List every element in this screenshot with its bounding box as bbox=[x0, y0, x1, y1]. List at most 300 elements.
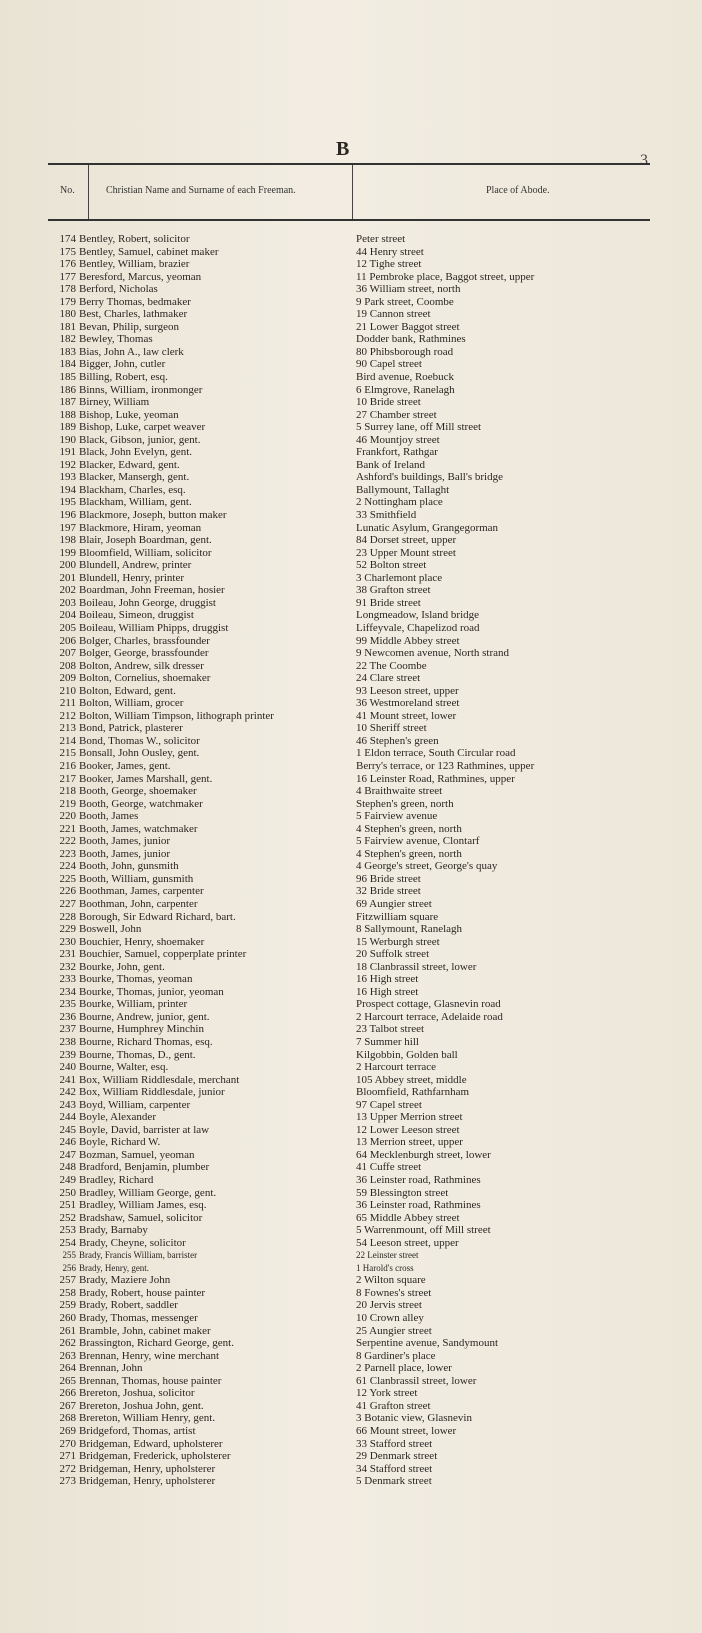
entry-abode: 12 Tighe street bbox=[356, 258, 422, 271]
entry-number: 247 bbox=[59, 1148, 76, 1161]
entry-number: 203 bbox=[59, 596, 76, 609]
entry-number: 264 bbox=[59, 1362, 76, 1375]
entry-name: Bentley, William, brazier bbox=[79, 258, 190, 271]
entry-name: Boyle, Richard W. bbox=[79, 1136, 161, 1149]
list-item bbox=[48, 308, 688, 321]
entry-name: Bentley, Robert, solicitor bbox=[79, 233, 190, 245]
list-item bbox=[48, 1086, 688, 1099]
entry-abode: 32 Bride street bbox=[356, 885, 421, 898]
entry-abode: 5 Fairview avenue bbox=[356, 810, 438, 823]
entry-number: 243 bbox=[59, 1098, 76, 1111]
entry-abode: 4 Stephen's green, north bbox=[356, 822, 462, 835]
entry-number: 198 bbox=[59, 534, 76, 547]
entry-abode: Ashford's buildings, Ball's bridge bbox=[356, 471, 503, 484]
entry-number: 232 bbox=[59, 960, 76, 973]
column-divider bbox=[88, 165, 89, 219]
entry-name: Brady, Henry, gent. bbox=[79, 1262, 150, 1273]
list-item bbox=[48, 936, 688, 949]
entry-number: 176 bbox=[59, 258, 76, 271]
entry-name: Bradford, Benjamin, plumber bbox=[79, 1161, 210, 1174]
entry-abode: 9 Newcomen avenue, North strand bbox=[356, 647, 510, 660]
list-item bbox=[48, 296, 688, 309]
entry-name: Bonsall, John Ousley, gent. bbox=[79, 747, 200, 760]
entry-number: 265 bbox=[59, 1374, 76, 1387]
entry-name: Borough, Sir Edward Richard, bart. bbox=[79, 910, 236, 923]
entry-number: 211 bbox=[59, 697, 76, 710]
list-item bbox=[48, 246, 688, 259]
list-item bbox=[48, 371, 688, 384]
entry-name: Bolton, Cornelius, shoemaker bbox=[79, 672, 211, 685]
entry-abode: 16 High street bbox=[356, 985, 419, 998]
entry-abode: 8 Fownes's street bbox=[356, 1286, 432, 1299]
entry-number: 189 bbox=[59, 421, 76, 434]
entry-abode: 41 Cuffe street bbox=[356, 1161, 422, 1174]
entry-name: Bias, John A., law clerk bbox=[79, 345, 184, 358]
list-item bbox=[48, 1049, 688, 1062]
entry-abode: 15 Werburgh street bbox=[356, 935, 440, 948]
entry-name: Bramble, John, cabinet maker bbox=[79, 1324, 211, 1337]
entry-name: Binns, William, ironmonger bbox=[79, 383, 203, 396]
list-item bbox=[48, 785, 688, 798]
entry-name: Bolton, Edward, gent. bbox=[79, 684, 176, 697]
entry-number: 229 bbox=[59, 923, 76, 936]
entry-name: Bridgeman, Frederick, upholsterer bbox=[79, 1450, 231, 1463]
entry-abode: 12 York street bbox=[356, 1387, 418, 1400]
list-item bbox=[48, 1299, 688, 1312]
list-item bbox=[48, 1174, 688, 1187]
entry-name: Bolger, Charles, brassfounder bbox=[79, 634, 210, 647]
entry-number: 215 bbox=[59, 747, 76, 760]
entry-abode: 25 Aungier street bbox=[356, 1324, 432, 1337]
entry-abode: Kilgobbin, Golden ball bbox=[356, 1048, 458, 1061]
entry-number: 194 bbox=[59, 483, 76, 496]
entry-abode: 80 Phibsborough road bbox=[356, 345, 454, 358]
entry-abode: Ballymount, Tallaght bbox=[356, 483, 450, 496]
list-item bbox=[48, 710, 688, 723]
entry-abode: 41 Grafton street bbox=[356, 1399, 431, 1412]
entry-number: 207 bbox=[59, 647, 76, 660]
list-item bbox=[48, 471, 688, 484]
freeman-list bbox=[48, 233, 688, 1488]
list-item bbox=[48, 860, 688, 873]
list-item bbox=[48, 233, 688, 246]
entry-abode: 2 Harcourt terrace, Adelaide road bbox=[356, 1010, 503, 1023]
entry-name: Black, John Evelyn, gent. bbox=[79, 446, 193, 459]
entry-name: Blackmore, Hiram, yeoman bbox=[79, 521, 202, 534]
entry-number: 185 bbox=[59, 371, 76, 384]
entry-abode: 10 Bride street bbox=[356, 396, 421, 409]
entry-abode: 18 Clanbrassil street, lower bbox=[356, 960, 477, 973]
entry-abode: 38 Grafton street bbox=[356, 584, 431, 597]
list-item bbox=[48, 961, 688, 974]
entry-name: Brady, Thomas, messenger bbox=[79, 1312, 198, 1325]
entry-abode: 23 Upper Mount street bbox=[356, 546, 456, 559]
entry-name: Boardman, John Freeman, hosier bbox=[79, 584, 225, 597]
entry-name: Boileau, William Phipps, druggist bbox=[79, 621, 229, 634]
entry-abode: 21 Lower Baggot street bbox=[356, 320, 460, 333]
entry-abode: 12 Lower Leeson street bbox=[356, 1123, 460, 1136]
entry-number: 271 bbox=[59, 1450, 76, 1463]
entry-number: 236 bbox=[59, 1010, 76, 1023]
entry-number: 206 bbox=[59, 634, 76, 647]
entry-name: Birney, William bbox=[79, 396, 150, 409]
entry-name: Bozman, Samuel, yeoman bbox=[79, 1148, 195, 1161]
entry-abode: 54 Leeson street, upper bbox=[356, 1236, 459, 1249]
entry-number: 259 bbox=[59, 1299, 76, 1312]
list-item bbox=[48, 1249, 688, 1262]
list-item bbox=[48, 609, 688, 622]
entry-name: Booth, James, junior bbox=[79, 847, 171, 860]
list-item bbox=[48, 1199, 688, 1212]
entry-name: Bourne, Thomas, D., gent. bbox=[79, 1048, 196, 1061]
entry-number: 223 bbox=[59, 847, 76, 860]
entry-number: 221 bbox=[59, 822, 76, 835]
entry-number: 269 bbox=[59, 1424, 76, 1437]
list-item bbox=[48, 948, 688, 961]
entry-name: Boswell, John bbox=[79, 923, 142, 936]
list-item bbox=[48, 835, 688, 848]
entry-name: Brereton, Joshua John, gent. bbox=[79, 1399, 204, 1412]
entry-abode: 4 Braithwaite street bbox=[356, 785, 443, 798]
entry-abode: 41 Mount street, lower bbox=[356, 709, 457, 722]
entry-number: 254 bbox=[59, 1236, 76, 1249]
entry-number: 219 bbox=[59, 797, 76, 810]
entry-name: Bourke, Thomas, yeoman bbox=[79, 973, 193, 986]
entry-number: 230 bbox=[59, 935, 76, 948]
entry-abode: 61 Clanbrassil street, lower bbox=[356, 1374, 477, 1387]
list-item bbox=[48, 1099, 688, 1112]
entry-name: Bloomfield, William, solicitor bbox=[79, 546, 212, 559]
entry-name: Blackmore, Joseph, button maker bbox=[79, 509, 227, 522]
entry-number: 177 bbox=[59, 270, 76, 283]
entry-number: 212 bbox=[59, 709, 76, 722]
entry-name: Bouchier, Samuel, copperplate printer bbox=[79, 948, 247, 961]
entry-abode: 5 Denmark street bbox=[356, 1475, 432, 1488]
list-item bbox=[48, 1023, 688, 1036]
entry-name: Brady, Robert, saddler bbox=[79, 1299, 178, 1312]
list-item bbox=[48, 484, 688, 497]
list-item bbox=[48, 1136, 688, 1149]
entry-name: Bourke, Thomas, junior, yeoman bbox=[79, 985, 224, 998]
entry-number: 220 bbox=[59, 810, 76, 823]
entry-abode: 2 Harcourt terrace bbox=[356, 1061, 437, 1074]
entry-number: 195 bbox=[59, 496, 76, 509]
entry-abode: 16 Leinster Road, Rathmines, upper bbox=[356, 772, 515, 785]
entry-name: Bourne, Richard Thomas, esq. bbox=[79, 1036, 213, 1048]
entry-number: 237 bbox=[59, 1023, 76, 1036]
entry-name: Boyle, Alexander bbox=[79, 1111, 156, 1124]
entry-number: 187 bbox=[59, 396, 76, 409]
entry-abode: Bloomfield, Rathfarnham bbox=[356, 1086, 470, 1099]
entry-abode: 4 Stephen's green, north bbox=[356, 847, 462, 860]
entry-number: 240 bbox=[59, 1061, 76, 1074]
entry-number: 204 bbox=[59, 609, 76, 622]
list-item bbox=[48, 747, 688, 760]
entry-abode: 9 Park street, Coombe bbox=[356, 295, 454, 308]
entry-name: Best, Charles, lathmaker bbox=[79, 308, 188, 321]
entry-name: Bridgeman, Henry, upholsterer bbox=[79, 1462, 216, 1475]
entry-abode: Bank of Ireland bbox=[356, 458, 426, 471]
list-item bbox=[48, 885, 688, 898]
entry-name: Box, William Riddlesdale, merchant bbox=[79, 1073, 240, 1086]
entry-abode: 8 Sallymount, Ranelagh bbox=[356, 923, 463, 936]
entry-abode: 19 Cannon street bbox=[356, 308, 431, 321]
list-item bbox=[48, 396, 688, 409]
entry-number: 273 bbox=[59, 1475, 76, 1488]
entry-name: Bolton, William, grocer bbox=[79, 697, 184, 710]
entry-abode: Bird avenue, Roebuck bbox=[356, 371, 455, 384]
list-item bbox=[48, 283, 688, 296]
entry-number: 182 bbox=[59, 333, 76, 346]
entry-abode: 36 William street, north bbox=[356, 283, 461, 296]
entry-number: 258 bbox=[59, 1286, 76, 1299]
entry-abode: 33 Stafford street bbox=[356, 1437, 433, 1450]
list-item bbox=[48, 1187, 688, 1200]
list-item bbox=[48, 660, 688, 673]
list-item bbox=[48, 1325, 688, 1338]
entry-number: 216 bbox=[59, 759, 76, 772]
entry-number: 246 bbox=[59, 1136, 76, 1149]
entry-name: Beresford, Marcus, yeoman bbox=[79, 270, 202, 283]
entry-number: 257 bbox=[59, 1274, 76, 1287]
entry-number: 226 bbox=[59, 885, 76, 898]
list-item bbox=[48, 446, 688, 459]
entry-abode: 46 Mountjoy street bbox=[356, 433, 440, 446]
list-item bbox=[48, 509, 688, 522]
entry-name: Bridgeman, Henry, upholsterer bbox=[79, 1475, 216, 1488]
entry-number: 268 bbox=[59, 1412, 76, 1425]
entry-number: 210 bbox=[59, 684, 76, 697]
entry-number: 205 bbox=[59, 621, 76, 634]
entry-name: Blundell, Henry, printer bbox=[79, 571, 184, 584]
entry-abode: Prospect cottage, Glasnevin road bbox=[356, 998, 501, 1011]
entry-name: Bolger, George, brassfounder bbox=[79, 647, 209, 660]
entry-abode: 46 Stephen's green bbox=[356, 734, 439, 747]
entry-number: 231 bbox=[59, 948, 76, 961]
section-letter: B bbox=[336, 138, 350, 160]
entry-abode: 13 Upper Merrion street bbox=[356, 1111, 463, 1124]
entry-number: 242 bbox=[59, 1086, 76, 1099]
entry-number: 188 bbox=[59, 408, 76, 421]
entry-name: Booth, John, gunsmith bbox=[79, 860, 179, 873]
entry-name: Brereton, Joshua, solicitor bbox=[79, 1387, 195, 1400]
entry-number: 180 bbox=[59, 308, 76, 321]
entry-abode: 13 Merrion street, upper bbox=[356, 1136, 463, 1149]
entry-name: Bourne, Andrew, junior, gent. bbox=[79, 1010, 210, 1023]
column-divider bbox=[352, 165, 353, 219]
entry-number: 175 bbox=[59, 245, 76, 258]
page-number: 3 bbox=[640, 152, 648, 169]
entry-number: 186 bbox=[59, 383, 76, 396]
entry-name: Bentley, Samuel, cabinet maker bbox=[79, 245, 219, 258]
entry-name: Billing, Robert, esq. bbox=[79, 371, 168, 384]
entry-abode: 34 Stafford street bbox=[356, 1462, 433, 1475]
list-item bbox=[48, 522, 688, 535]
entry-abode: 1 Harold's cross bbox=[356, 1262, 414, 1273]
header-bottom-rule bbox=[48, 219, 650, 221]
entry-abode: 65 Middle Abbey street bbox=[356, 1211, 460, 1224]
entry-name: Boothman, John, carpenter bbox=[79, 897, 198, 910]
list-item bbox=[48, 459, 688, 472]
entry-abode: 10 Sheriff street bbox=[356, 722, 427, 735]
list-item bbox=[48, 496, 688, 509]
entry-number: 266 bbox=[59, 1387, 76, 1400]
list-item bbox=[48, 1237, 688, 1250]
entry-abode: Stephen's green, north bbox=[356, 797, 454, 810]
entry-name: Bishop, Luke, yeoman bbox=[79, 408, 179, 421]
list-item bbox=[48, 1350, 688, 1363]
list-item bbox=[48, 597, 688, 610]
entry-abode: 69 Aungier street bbox=[356, 897, 432, 910]
entry-name: Bewley, Thomas bbox=[79, 333, 153, 346]
list-item bbox=[48, 722, 688, 735]
entry-number: 174 bbox=[59, 233, 76, 245]
entry-name: Brassington, Richard George, gent. bbox=[79, 1337, 234, 1350]
list-item bbox=[48, 434, 688, 447]
list-item bbox=[48, 1149, 688, 1162]
entry-abode: 27 Chamber street bbox=[356, 408, 437, 421]
entry-number: 224 bbox=[59, 860, 76, 873]
entry-abode: 96 Bride street bbox=[356, 872, 421, 885]
entry-name: Bradley, William George, gent. bbox=[79, 1186, 217, 1199]
entry-abode: 33 Smithfield bbox=[356, 509, 417, 522]
entry-name: Bouchier, Henry, shoemaker bbox=[79, 935, 205, 948]
list-item bbox=[48, 973, 688, 986]
entry-name: Bevan, Philip, surgeon bbox=[79, 320, 180, 333]
list-item bbox=[48, 1124, 688, 1137]
entry-name: Blair, Joseph Boardman, gent. bbox=[79, 534, 212, 547]
list-item bbox=[48, 1061, 688, 1074]
entry-number: 262 bbox=[59, 1337, 76, 1350]
entry-abode: Serpentine avenue, Sandymount bbox=[356, 1337, 499, 1350]
list-item bbox=[48, 848, 688, 861]
entry-abode: 6 Elmgrove, Ranelagh bbox=[356, 383, 455, 396]
entry-number: 197 bbox=[59, 521, 76, 534]
entry-name: Blundell, Andrew, printer bbox=[79, 559, 192, 572]
entry-name: Bourke, William, printer bbox=[79, 998, 188, 1011]
entry-name: Brennan, John bbox=[79, 1362, 143, 1375]
entry-name: Boothman, James, carpenter bbox=[79, 885, 204, 898]
entry-abode: 66 Mount street, lower bbox=[356, 1424, 457, 1437]
entry-number: 228 bbox=[59, 910, 76, 923]
list-item bbox=[48, 898, 688, 911]
entry-abode: 64 Mecklenburgh street, lower bbox=[356, 1148, 491, 1161]
entry-abode: 2 Parnell place, lower bbox=[356, 1362, 452, 1375]
entry-number: 196 bbox=[59, 509, 76, 522]
entry-number: 209 bbox=[59, 672, 76, 685]
entry-abode: 20 Suffolk street bbox=[356, 948, 430, 961]
entry-name: Bond, Patrick, plasterer bbox=[79, 722, 183, 735]
entry-abode: 8 Gardiner's place bbox=[356, 1349, 436, 1362]
entry-abode: 99 Middle Abbey street bbox=[356, 634, 460, 647]
entry-number: 218 bbox=[59, 785, 76, 798]
entry-name: Black, Gibson, junior, gent. bbox=[79, 433, 201, 446]
entry-name: Booth, James, watchmaker bbox=[79, 822, 198, 835]
entry-number: 184 bbox=[59, 358, 76, 371]
list-item bbox=[48, 672, 688, 685]
entry-abode: 59 Blessington street bbox=[356, 1186, 449, 1199]
entry-abode: 4 George's street, George's quay bbox=[356, 860, 498, 873]
entry-name: Brady, Francis William, barrister bbox=[79, 1250, 198, 1261]
entry-abode: 10 Crown alley bbox=[356, 1312, 424, 1325]
entry-number: 201 bbox=[59, 571, 76, 584]
list-item bbox=[48, 358, 688, 371]
entry-abode: Frankfort, Rathgar bbox=[356, 446, 438, 459]
entry-abode: 2 Wilton square bbox=[356, 1274, 426, 1287]
list-item bbox=[48, 735, 688, 748]
list-item bbox=[48, 873, 688, 886]
entry-name: Brady, Maziere John bbox=[79, 1274, 171, 1287]
entry-abode: 5 Warrenmount, off Mill street bbox=[356, 1224, 491, 1237]
entry-name: Booker, James, gent. bbox=[79, 759, 171, 772]
entry-abode: 22 The Coombe bbox=[356, 659, 427, 672]
list-item bbox=[48, 1224, 688, 1237]
entry-number: 199 bbox=[59, 546, 76, 559]
entry-number: 227 bbox=[59, 897, 76, 910]
list-item bbox=[48, 258, 688, 271]
entry-abode: 11 Pembroke place, Baggot street, upper bbox=[356, 270, 535, 283]
entry-abode: 3 Charlemont place bbox=[356, 571, 443, 584]
entry-number: 222 bbox=[59, 835, 76, 848]
list-item bbox=[48, 986, 688, 999]
entry-abode: Fitzwilliam square bbox=[356, 910, 439, 923]
entry-number: 263 bbox=[59, 1349, 76, 1362]
entry-abode: 93 Leeson street, upper bbox=[356, 684, 459, 697]
entry-abode: Liffeyvale, Chapelizod road bbox=[356, 621, 480, 634]
entry-number: 255 bbox=[62, 1250, 76, 1261]
entry-number: 179 bbox=[59, 295, 76, 308]
entry-name: Blackham, William, gent. bbox=[79, 496, 192, 509]
entry-name: Brady, Robert, house painter bbox=[79, 1286, 206, 1299]
list-item bbox=[48, 1212, 688, 1225]
entry-abode: 1 Eldon terrace, South Circular road bbox=[356, 747, 516, 760]
entry-name: Bourne, Walter, esq. bbox=[79, 1061, 169, 1074]
entry-number: 245 bbox=[59, 1123, 76, 1136]
entry-number: 202 bbox=[59, 584, 76, 597]
entry-abode: 5 Fairview avenue, Clontarf bbox=[356, 835, 480, 848]
entry-number: 256 bbox=[62, 1262, 76, 1273]
list-item bbox=[48, 773, 688, 786]
entry-number: 252 bbox=[59, 1211, 76, 1224]
entry-number: 190 bbox=[59, 433, 76, 446]
list-item bbox=[48, 998, 688, 1011]
entry-name: Bradshaw, Samuel, solicitor bbox=[79, 1211, 203, 1224]
entry-number: 241 bbox=[59, 1073, 76, 1086]
entry-number: 213 bbox=[59, 722, 76, 735]
entry-number: 244 bbox=[59, 1111, 76, 1124]
list-item bbox=[48, 559, 688, 572]
entry-number: 208 bbox=[59, 659, 76, 672]
entry-number: 251 bbox=[59, 1199, 76, 1212]
entry-number: 181 bbox=[59, 320, 76, 333]
entry-number: 260 bbox=[59, 1312, 76, 1325]
entry-name: Bridgeford, Thomas, artist bbox=[79, 1424, 196, 1437]
entry-abode: 22 Leinster street bbox=[356, 1250, 419, 1261]
entry-abode: 91 Bride street bbox=[356, 596, 421, 609]
entry-name: Blacker, Mansergh, gent. bbox=[79, 471, 190, 484]
list-item bbox=[48, 1375, 688, 1388]
entry-name: Bond, Thomas W., solicitor bbox=[79, 734, 200, 747]
entry-abode: 20 Jervis street bbox=[356, 1299, 422, 1312]
entry-number: 225 bbox=[59, 872, 76, 885]
entry-name: Bridgeman, Edward, upholsterer bbox=[79, 1437, 223, 1450]
entry-abode: 36 Leinster road, Rathmines bbox=[356, 1174, 481, 1187]
list-item bbox=[48, 1036, 688, 1049]
list-item bbox=[48, 1274, 688, 1287]
list-item bbox=[48, 547, 688, 560]
list-item bbox=[48, 346, 688, 359]
list-item bbox=[48, 572, 688, 585]
